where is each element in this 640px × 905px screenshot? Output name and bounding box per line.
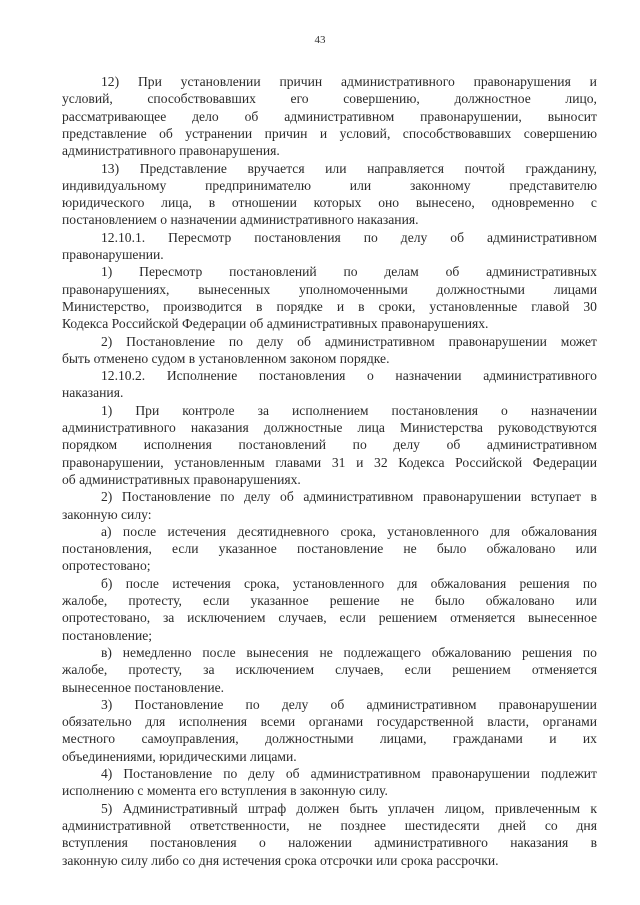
word: постановления [391,402,479,418]
word: правонарушении [498,696,597,712]
word: оно [378,195,400,211]
word: в [208,195,216,211]
paragraph-line: опротестовано; [62,558,151,574]
word: 30 [583,298,597,314]
word: их [582,731,597,747]
word: в) [101,644,112,660]
word: вступает [530,489,581,505]
word: 1) [101,264,113,280]
word: 12.10.2. [101,368,146,384]
word: установленного [292,575,385,591]
word: за [257,402,269,418]
word: не [319,644,333,660]
word: всеми [260,714,296,730]
word: делу [243,489,271,505]
word: отменяется [531,662,597,678]
word: Министерство, [62,298,150,314]
word: делам [384,264,419,280]
word: к [590,800,597,816]
word: об [445,264,460,280]
word: 2) [101,489,113,505]
paragraph-line [62,713,597,731]
word: обязательно [62,714,132,730]
word: совершению [523,125,597,141]
word: не [403,541,417,557]
word: отношении [231,195,297,211]
word: о [501,402,508,418]
paragraph-first-line [101,333,597,351]
word: При [135,402,160,418]
word: Российской [455,454,523,470]
page-number: 43 [314,34,326,46]
word: не [308,817,322,833]
word: исключением [235,662,315,678]
word: после [202,644,236,660]
word: юридического [62,195,145,211]
word: административном [310,766,421,781]
word: вынесения [246,644,309,660]
word: с [590,195,597,211]
paragraph-first-line [101,575,597,593]
word: выносит [547,108,597,124]
word: отменяется [450,610,516,626]
paragraph-line [62,125,597,143]
word: подлежит [540,766,597,781]
word: за [203,662,215,678]
word: исполнения [143,437,212,453]
word: гражданину, [525,160,597,176]
word: для [145,714,166,730]
word: Административный [122,800,238,816]
word: административном [324,333,435,349]
word: десятидневного [237,523,330,539]
word: 12) [101,74,120,89]
paragraph-line [62,298,597,316]
word: представление [62,125,147,141]
word: должностные [263,420,343,435]
word: установленные [429,298,518,314]
word: порядке [276,298,323,314]
word: должностными [265,731,354,747]
word: после [125,575,159,591]
word: должностными [436,281,525,297]
word: указанное [218,541,277,557]
word: должен [296,800,340,816]
word: 2) [101,333,113,349]
word: органами [308,714,364,730]
word: способствовавших [402,125,512,141]
word: лица [357,420,385,435]
word: местного [62,731,116,747]
word: 3) [101,696,113,712]
paragraph-line [62,108,597,126]
word: вынесенных [198,281,271,297]
word: способствовавших [147,91,256,107]
word: по [343,264,358,280]
paragraph-first-line [101,402,597,420]
word: по [352,437,367,453]
word: об [446,437,461,453]
word: или [349,177,372,193]
word: постановление [296,541,384,557]
paragraph-first-line [101,229,597,247]
word: шестидесяти [404,817,480,833]
paragraph-line [62,454,597,472]
word: государственной [376,714,474,730]
paragraph-line: быть отменено судом в установленном законом порядке. [62,350,390,366]
word: назначении [395,368,462,384]
word: а) [101,523,112,539]
paragraph-line: вынесенное постановление. [62,679,225,695]
word: подлежащего [343,644,421,660]
word: обжалования [521,523,597,539]
word: решение [329,593,380,608]
word: делу [281,696,309,712]
word: административном [303,489,414,505]
word: гражданами [452,731,523,747]
word: установлении [180,74,261,89]
word: вынесено, [415,195,475,211]
paragraph-line: постановлением о назначении административного наказания. [62,212,419,228]
word: лица, [161,195,192,211]
paragraph-line [62,90,597,108]
word: о [259,835,266,851]
word: наказания [510,835,569,851]
paragraph-first-line [101,263,597,281]
word: административном [284,108,395,124]
word: срока, [244,575,280,591]
word: о [367,368,374,384]
word: если [172,541,199,557]
word: по [228,333,243,349]
word: правонарушении [448,333,547,349]
word: почтой [464,160,505,176]
word: срока, [340,523,376,539]
word: постановления [254,229,341,245]
word: Постановление [121,489,211,505]
word: или [575,541,597,557]
word: исключением [187,610,266,626]
word: вручается [247,160,305,176]
word: контроле [182,402,235,418]
paragraph-first-line [101,160,597,178]
word: правонарушениях, [62,281,170,297]
word: постановления [150,835,237,851]
word: административного [62,420,176,435]
word: 4) [101,766,113,781]
paragraph-first-line [101,367,597,385]
word: производится [163,298,243,314]
word: административном [366,696,477,712]
word: правонарушении, [62,454,164,470]
word: уполномоченными [298,281,408,297]
word: предпринимателю [205,177,311,193]
word: рассматривающее [62,108,167,124]
word: если [404,662,432,678]
word: Постановление [123,766,213,781]
paragraph-first-line [101,800,597,818]
word: наказания [190,420,249,435]
word: ответственности, [189,817,290,833]
word: по [245,696,260,712]
word: Постановление [134,696,224,712]
word: было [436,541,467,557]
word: по [223,766,238,781]
word: или [325,160,347,176]
word: сроки, [378,298,416,314]
word: дня [576,817,597,833]
word: обжалования [430,575,507,591]
word: об [280,489,294,505]
word: постановления [258,368,346,384]
word: Исполнение [166,368,238,384]
word: по [582,644,597,660]
paragraph-line [62,609,597,627]
word: по [582,575,597,591]
word: установленного [387,523,479,539]
word: истечения [172,575,231,591]
word: решением [378,610,438,626]
word: правонарушении [422,489,522,505]
word: опротестовано, [62,610,151,626]
word: и [589,74,597,89]
word: власти, [487,714,529,730]
word: или [575,593,597,608]
word: Представление [139,160,227,176]
paragraph-line: законную силу: [62,506,152,522]
paragraph-line [62,177,597,195]
word: лицами [553,281,597,297]
word: правонарушения [473,74,571,89]
word: руководствуются [498,420,597,435]
word: если [203,593,230,608]
word: протесту, [128,662,183,678]
paragraph-line [62,834,597,852]
word: немедленно [122,644,192,660]
word: дней [498,817,527,833]
word: было [435,593,465,608]
word: При [137,74,162,89]
word: со [544,817,558,833]
word: направляется [367,160,444,176]
paragraph-line [62,592,597,610]
word: исполнения [178,714,248,730]
word: для [397,575,418,591]
word: правонарушении, [420,108,522,124]
word: вступления [62,835,128,851]
word: об [330,696,345,712]
word: штраф [247,800,287,816]
word: Федерации [532,454,597,470]
word: устранении [185,125,253,141]
word: указанное [250,593,309,608]
word: административного [483,368,597,384]
word: обжаловано [486,541,556,557]
word: б) [101,575,113,591]
word: представителю [509,177,597,193]
word: 1) [101,402,113,418]
word: и [319,125,328,141]
paragraph-line [62,661,597,679]
word: уплачен [387,800,435,816]
word: для [490,523,511,539]
word: причин [279,74,323,89]
word: условий, [62,91,113,107]
paragraph-first-line [101,644,597,662]
word: причин [264,125,308,141]
word: правонарушении [431,766,530,781]
paragraph-line: законную силу либо со дня истечения срока отсрочки или срока рассрочки. [62,852,499,868]
word: административного [374,835,488,851]
word: за [162,610,175,626]
word: 12.10.1. [101,229,146,245]
paragraph-line [62,730,597,748]
paragraph-line [62,436,597,454]
word: одновременно [491,195,575,211]
paragraph-line: постановление; [62,627,153,643]
paragraph-line: правонарушении. [62,247,164,262]
word: Постановление [126,333,216,349]
word: административном [486,229,597,245]
word: которых [313,195,362,211]
word: 32 [374,454,388,470]
paragraph-line: Кодекса Российской Федерации об административных правонарушениях. [62,316,489,332]
word: решения [521,644,573,660]
word: 31 [331,454,346,470]
word: об [297,333,311,349]
word: постановлений [238,437,327,453]
word: жалобе, [62,593,108,608]
word: условий, [339,125,391,141]
paragraph-line [62,281,597,299]
word: по [363,229,378,245]
word: должностное [454,91,531,107]
word: случаев, [278,610,327,626]
word: протесту, [128,593,182,608]
paragraph-line [62,419,597,437]
word: его [290,91,309,107]
word: административном [486,437,597,453]
word: истечения [167,523,227,539]
word: после [122,523,157,539]
word: дело [192,108,219,124]
word: административного [341,74,455,89]
paragraph-first-line [101,523,597,541]
word: быть [349,800,378,816]
word: постановления, [62,541,152,557]
word: самоуправления, [141,731,239,747]
paragraph-line [62,817,597,835]
word: Пересмотр [168,229,232,245]
word: об [244,108,259,124]
paragraph-line: об административных правонарушениях. [62,471,301,487]
word: в [256,298,263,314]
word: наложении [288,835,352,851]
word: делу [400,229,428,245]
word: в [358,298,365,314]
paragraph-line [62,194,597,212]
word: делу [248,766,275,781]
word: позднее [340,817,386,833]
word: если [339,610,366,626]
paragraph-first-line [101,488,597,506]
word: об [450,229,464,245]
paragraph-first-line [101,73,597,91]
word: Министерства [400,420,483,435]
word: административной [62,817,171,833]
word: об [285,766,300,781]
word: главами [275,454,322,470]
word: обжаловано [485,593,555,608]
word: решением [452,662,511,678]
word: делу [256,333,284,349]
word: лицом, [444,800,485,816]
word: постановлений [229,264,317,280]
word: в [590,835,597,851]
word: установленным [174,454,265,470]
word: об [159,125,173,141]
word: исполнением [292,402,369,418]
word: может [560,333,597,349]
word: Пересмотр [139,264,203,280]
word: обжалованию [431,644,512,660]
word: Кодекса [398,454,445,470]
word: случаев, [335,662,384,678]
paragraph-line: объединениями, юридическими лицами. [62,748,297,764]
word: делу [393,437,420,453]
word: по [220,489,235,505]
word: индивидуальному [62,177,167,193]
word: и [356,454,364,470]
word: порядком [62,437,118,453]
word: совершению, [343,91,420,107]
paragraph-first-line [101,765,597,783]
word: административных [486,264,597,280]
word: и [549,731,557,747]
word: 5) [101,800,113,816]
word: лицо, [565,91,597,107]
paragraph-line: административного правонарушения. [62,143,280,159]
word: вынесенное [528,610,597,626]
word: жалобе, [62,662,108,678]
paragraph-first-line [101,696,597,714]
word: назначении [530,402,597,418]
word: не [400,593,414,608]
word: решения [519,575,570,591]
word: органами [542,714,597,730]
paragraph-line [62,540,597,558]
word: и [336,298,345,314]
word: законному [409,177,471,193]
word: главой [531,298,570,314]
word: привлеченным [494,800,581,816]
word: 13) [101,160,120,176]
paragraph-line: наказания. [62,385,124,401]
paragraph-line: исполнению с момента его вступления в законную силу. [62,783,388,799]
word: в [590,489,597,505]
word: лицами, [379,731,427,747]
